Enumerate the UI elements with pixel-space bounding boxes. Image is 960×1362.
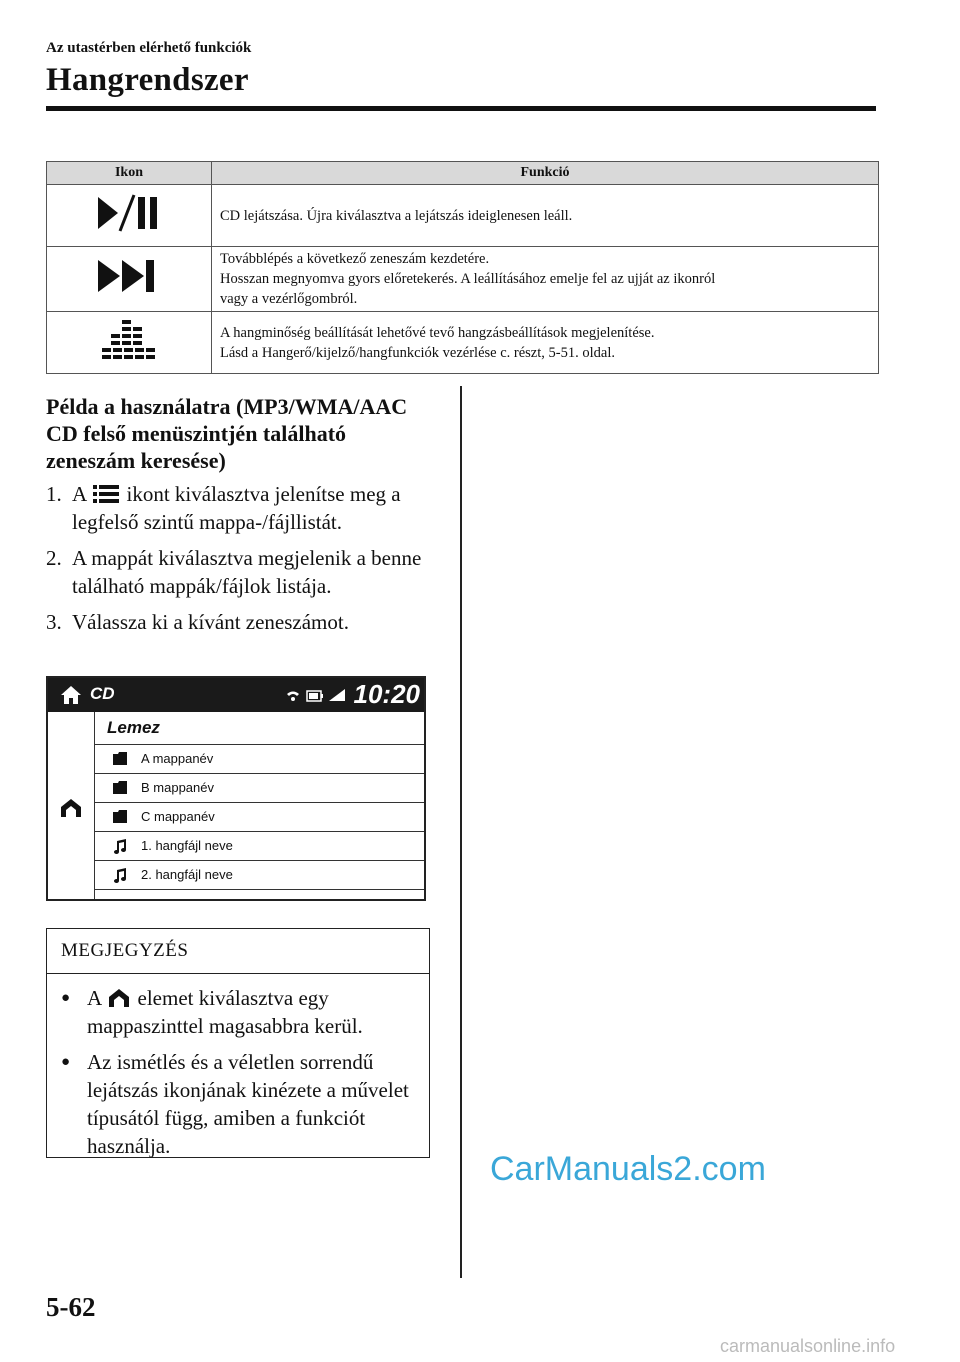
step-1: 1. A ikont kiválasztva jelenítse meg a legfelső szintű mappa-/fájllistát. [46,482,401,534]
page-title: Hangrendszer [46,62,249,98]
steps-list [46,480,446,644]
col-header-function: Funkció [212,162,879,185]
next-track-icon [47,247,212,312]
screen-time: 10:20 [353,679,420,709]
list-icon [93,484,119,504]
bullet-icon: ● [61,990,71,1006]
step-2: 2. A mappát kiválasztva megjelenik a benne található mappák/fájlok listája. [46,546,422,598]
watermark: CarManuals2.com [490,1150,766,1188]
list-item[interactable]: C mappanév [95,803,424,832]
home-icon[interactable] [60,685,82,705]
note-title: MEGJEGYZÉS [47,929,429,974]
breadcrumb: Az utastérben elérhető funkciók [46,40,252,56]
step-3: 3. Válassza ki a kívánt zeneszámot. [46,610,349,634]
screen-source: CD [90,684,115,703]
battery-icon [306,690,324,702]
screen-left-pane [48,712,95,899]
list-item[interactable]: B mappanév [95,774,424,803]
note-box [46,928,430,1158]
screen-file-list [95,712,424,890]
list-item[interactable]: 1. hangfájl neve [95,832,424,861]
music-note-icon [113,868,127,883]
equalizer-icon [47,312,212,374]
signal-icon [328,688,346,702]
row-text: A hangminőség beállítását lehetővé tevő hangzásbeállítások megjelenítése. Lásd a Hangerő/kijelző/hangfunkciók vezérlése c. részt, 5-51. oldal. [212,312,879,374]
note-item: ● A elemet kiválasztva egy mappaszinttel magasabbra kerül. [61,986,363,1038]
col-header-icon: Ikon [47,162,212,185]
screen-status-bar [48,678,424,712]
table-row [47,185,879,247]
row-text: CD lejátszása. Újra kiválasztva a lejátszás ideiglenesen leáll. [212,185,879,247]
folder-icon [113,781,127,794]
table-row [47,312,879,374]
note-item: ● Az ismétlés és a véletlen sorrendű lejátszás ikonjának kinézete a művelet típusától függ, amiben a funkciót használja. [61,1050,409,1158]
page-number: 5-62 [46,1292,96,1322]
footer-site: carmanualsonline.info [720,1336,896,1356]
up-level-icon [108,988,130,1008]
music-note-icon [113,839,127,854]
section-heading: Példa a használatra (MP3/WMA/AAC CD felső menüszintjén található zeneszám keresése) [46,394,408,473]
folder-icon [113,810,127,823]
play-pause-icon [47,185,212,247]
list-item[interactable]: 2. hangfájl neve [95,861,424,890]
row-text: Továbblépés a következő zeneszám kezdetére. Hosszan megnyomva gyors előretekerés. A leállításához emelje fel az ujját az ikonról vagy a vezérlőgombról. [212,247,879,312]
cd-screen [46,676,426,901]
list-item[interactable]: A mappanév [95,745,424,774]
table-row [47,247,879,312]
up-level-icon[interactable] [60,798,82,818]
wifi-icon [286,690,300,702]
list-title: Lemez [95,712,424,745]
bullet-icon: ● [61,1054,71,1070]
column-divider [460,386,462,1278]
folder-icon [113,752,127,765]
title-rule [46,106,876,111]
function-table [46,161,879,374]
